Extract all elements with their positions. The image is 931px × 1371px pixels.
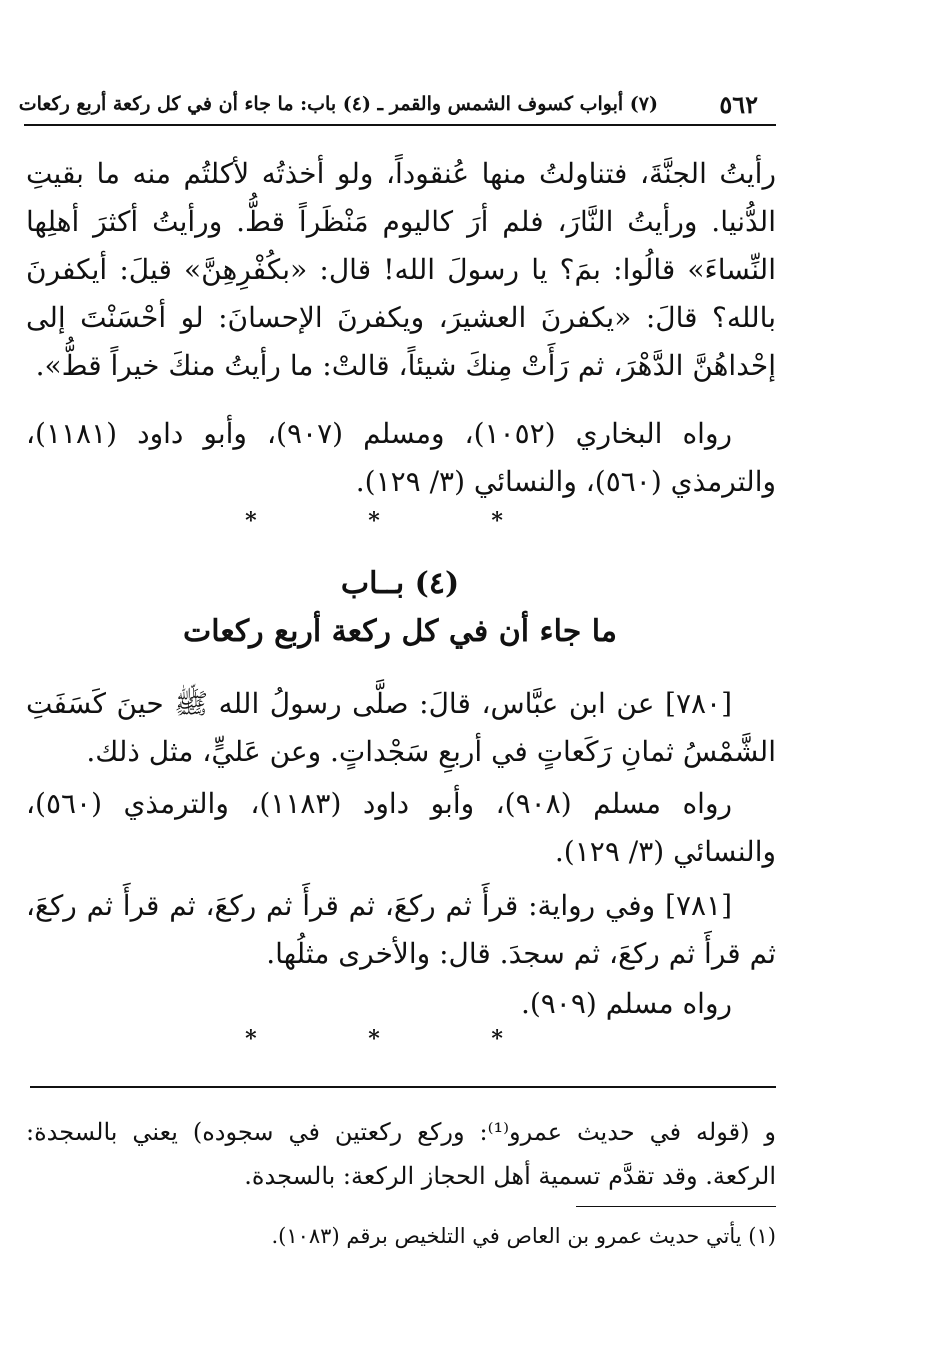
page-number: ٥٦٢	[719, 90, 758, 119]
commentary-text: و (قوله في حديث عمرو⁽¹⁾: وركع ركعتين في سجوده) يعني بالسجدة: الركعة. وقد تقدَّم تسمية أهل الحجاز الركعة: بالسجدة.	[26, 1118, 776, 1190]
hadith-780-sources: رواه مسلم (٩٠٨)، وأبو داود (١١٨٣)، والترمذي (٥٦٠)، والنسائي (٣/ ١٢٩).	[26, 787, 776, 868]
hadith-781: [٧٨١] وفي رواية: قرأَ ثم ركعَ، ثم قرأَ ثم ركعَ، ثم قرأَ ثم ركعَ، ثم قرأَ ثم ركعَ، ثم سجدَ. قال: والأخرى مثلُها.	[26, 889, 776, 970]
section-separator-end: * * *	[245, 1026, 555, 1052]
footnote-reference: (١) يأتي حديث عمرو بن العاص في التلخيص برقم (١٠٨٣).	[271, 1224, 776, 1248]
section-separator: * * *	[245, 508, 555, 534]
chapter-number: (٤) بــاب	[340, 566, 460, 601]
hadith-781-sources: رواه مسلم (٩٠٩).	[520, 987, 732, 1020]
commentary-rule	[30, 1086, 776, 1088]
hadith-sources: رواه البخاري (١٠٥٢)، ومسلم (٩٠٧)، وأبو داود (١١٨١)، والترمذي (٥٦٠)، والنسائي (٣/ ١٢٩).	[26, 417, 776, 498]
page-header	[18, 84, 776, 126]
hadith-text-continued: رأيتُ الجنَّةَ، فتناولتُ منها عُنقوداً، ولو أخذتُه لأكلتُم منه ما بقيتِ الدُّنيا. ورأيتُ النَّارَ، فلم أرَ كاليوم مَنْظَراً قطُّ. ورأيتُ أكثرَ أهلِها النِّساءَ» قالُوا: بمَ؟ يا رسولَ الله! قال: «بكُفْرِهِنَّ» قيلَ: أيكفرنَ بالله؟ قالَ: «يكفرنَ العشيرَ، ويكفرنَ الإحسانَ: لو أحْسَنْتَ إلى إحْداهُنَّ الدَّهْرَ، ثم رَأَتْ مِنكَ شيئاً، قالتْ: ما رأيتُ منكَ خيراً قطُّ».	[26, 157, 776, 382]
hadith-780: [٧٨٠] عن ابن عبَّاس، قالَ: صلَّى رسولُ الله ﷺ حينَ كَسَفَتِ الشَّمْسُ ثمانِ رَكَعاتٍ في أربعِ سَجْداتٍ. وعن عَليٍّ، مثل ذلك.	[26, 687, 776, 768]
footnote-rule	[576, 1206, 776, 1207]
running-title: (٧) أبواب كسوف الشمس والقمر ـ (٤) باب: ما جاء أن في كل ركعة أربع ركعات	[18, 93, 658, 115]
chapter-title: ما جاء أن في كل ركعة أربع ركعات	[183, 614, 617, 649]
